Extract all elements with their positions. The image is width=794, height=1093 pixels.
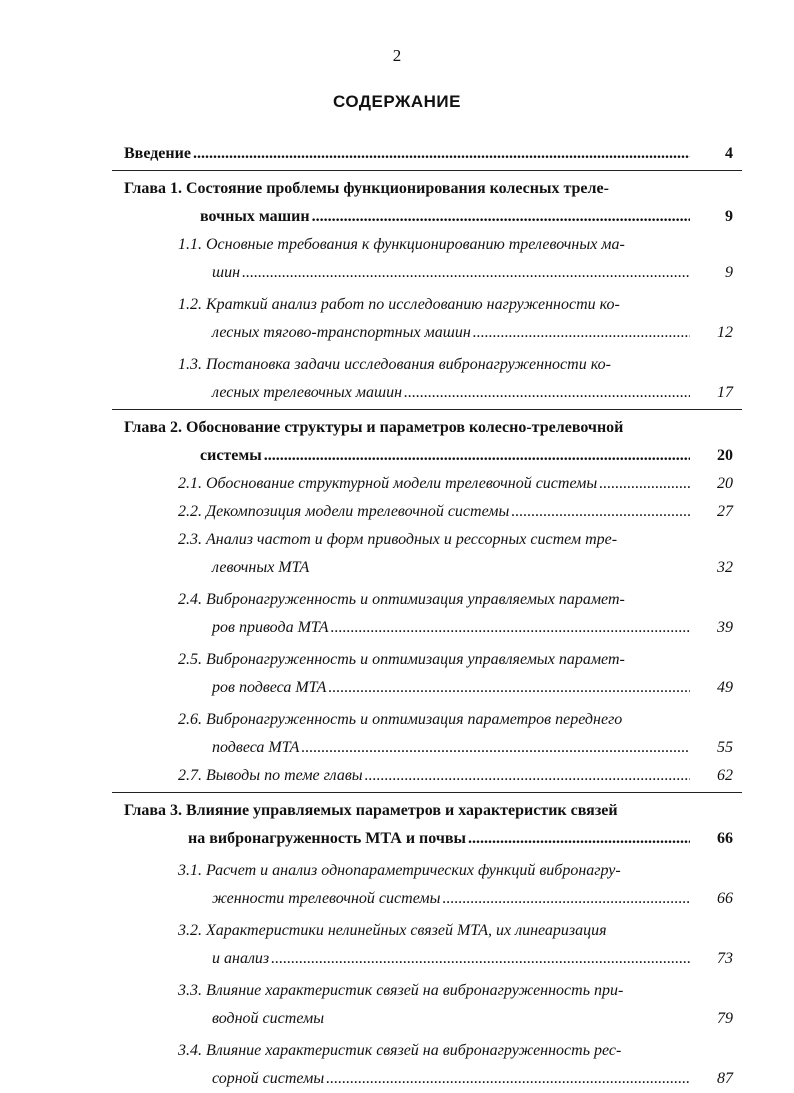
page-number: 2 <box>392 46 402 65</box>
toc-entry-3-3[interactable] <box>0 977 794 1033</box>
separator <box>112 170 742 171</box>
toc-entry-page: 32 <box>717 559 733 576</box>
toc-entry-2-5[interactable] <box>0 646 794 702</box>
toc-entry-2-3[interactable] <box>0 526 794 582</box>
toc-entry-title: 3.4. Влияние характеристик связей на вибронагруженность рес- <box>178 1042 622 1059</box>
toc-entry-title: 1.3. Постановка задачи исследования вибронагруженности ко- <box>178 356 611 373</box>
page-heading: СОДЕРЖАНИЕ <box>333 92 461 111</box>
toc-entry-1-3[interactable] <box>0 351 794 407</box>
dot-leader <box>473 319 690 347</box>
dot-leader <box>271 945 690 973</box>
toc-entry-page: 9 <box>725 208 733 225</box>
toc-entry-title: 1.2. Краткий анализ работ по исследованию нагруженности ко- <box>178 296 620 313</box>
toc-entry-page: 27 <box>717 503 733 520</box>
toc-entry-title-cont: и анализ <box>212 950 270 967</box>
toc-entry-2-4[interactable] <box>0 586 794 642</box>
dot-leader <box>511 498 690 526</box>
toc-entry-page: 55 <box>717 739 733 756</box>
toc-entry-title-cont: ров привода МТА <box>212 619 329 636</box>
separator <box>112 792 742 793</box>
toc-entry-title-cont: лесных тягово-транспортных машин <box>212 324 471 341</box>
toc-entry-page: 20 <box>717 447 733 464</box>
toc-entry-title-cont: вочных машин <box>200 208 310 225</box>
toc-entry-page: 39 <box>717 619 733 636</box>
toc-entry-title: 2.3. Анализ частот и форм приводных и рессорных систем тре- <box>178 531 618 548</box>
toc-entry-title-cont: лесных трелевочных машин <box>212 384 403 401</box>
dot-leader <box>193 140 690 168</box>
table-of-contents <box>0 140 794 1093</box>
toc-entry-title: 3.1. Расчет и анализ однопараметрических функций вибронагру- <box>178 862 621 879</box>
toc-entry-page: 66 <box>717 830 733 847</box>
toc-entry-title: 3.3. Влияние характеристик связей на вибронагруженность при- <box>178 982 624 999</box>
toc-entry-2-2[interactable] <box>0 498 794 526</box>
toc-entry-chapter-1[interactable] <box>0 175 794 231</box>
toc-entry-page: 87 <box>717 1070 733 1087</box>
toc-entry-intro[interactable] <box>0 140 794 168</box>
toc-entry-3-4[interactable] <box>0 1037 794 1093</box>
toc-entry-title: Глава 3. Влияние управляемых параметров и характеристик связей <box>124 802 618 819</box>
dot-leader <box>312 203 690 231</box>
toc-entry-1-1[interactable] <box>0 231 794 287</box>
toc-entry-2-7[interactable] <box>0 762 794 790</box>
toc-entry-1-2[interactable] <box>0 291 794 347</box>
toc-entry-title: 1.1. Основные требования к функционированию трелевочных ма- <box>178 236 625 253</box>
toc-entry-title-cont: на вибронагруженность МТА и почвы <box>188 830 466 847</box>
toc-entry-title-cont: женности трелевочной системы <box>212 890 441 907</box>
toc-entry-title: 3.2. Характеристики нелинейных связей МТА, их линеаризация <box>178 922 607 939</box>
toc-entry-2-6[interactable] <box>0 706 794 762</box>
toc-entry-title-cont: сорной системы <box>212 1070 325 1087</box>
toc-entry-3-2[interactable] <box>0 917 794 973</box>
dot-leader <box>264 442 690 470</box>
toc-entry-chapter-3[interactable] <box>0 797 794 853</box>
toc-entry-2-1[interactable] <box>0 470 794 498</box>
toc-entry-page: 20 <box>717 475 733 492</box>
toc-entry-title-cont: водной системы <box>212 1010 325 1027</box>
toc-entry-title-cont: подвеса МТА <box>212 739 300 756</box>
toc-entry-title: 2.4. Вибронагруженность и оптимизация управляемых парамет- <box>178 591 625 608</box>
toc-entry-3-1[interactable] <box>0 857 794 913</box>
toc-entry-page: 62 <box>717 767 733 784</box>
toc-entry-page: 12 <box>717 324 733 341</box>
toc-entry-title: Глава 2. Обоснование структуры и параметров колесно-трелевочной <box>124 419 624 436</box>
toc-entry-title: 2.7. Выводы по теме главы <box>178 767 363 784</box>
dot-leader <box>442 885 690 913</box>
dot-leader <box>404 379 690 407</box>
toc-entry-title-cont: шин <box>212 264 241 281</box>
toc-entry-page: 9 <box>725 264 733 281</box>
dot-leader <box>365 762 690 790</box>
dot-leader <box>331 614 690 642</box>
dot-leader <box>328 674 690 702</box>
toc-entry-page: 79 <box>717 1010 733 1027</box>
dot-leader <box>242 259 690 287</box>
toc-entry-page: 66 <box>717 890 733 907</box>
toc-entry-title: 2.6. Вибронагруженность и оптимизация параметров переднего <box>178 711 623 728</box>
toc-entry-title: Глава 1. Состояние проблемы функционирования колесных треле- <box>124 180 609 197</box>
toc-entry-page: 17 <box>717 384 733 401</box>
toc-entry-title-cont: ров подвеса МТА <box>212 679 327 696</box>
dot-leader <box>326 1065 690 1093</box>
separator <box>112 409 742 410</box>
toc-entry-page: 4 <box>725 145 733 162</box>
toc-entry-title: 2.1. Обоснование структурной модели трелевочной системы <box>178 475 598 492</box>
dot-leader <box>301 734 690 762</box>
toc-entry-page: 73 <box>717 950 733 967</box>
toc-entry-title: Введение <box>124 145 191 162</box>
toc-entry-title: 2.5. Вибронагруженность и оптимизация управляемых парамет- <box>178 651 625 668</box>
toc-entry-title-cont: левочных МТА <box>212 559 310 576</box>
toc-entry-page: 49 <box>717 679 733 696</box>
dot-leader <box>599 470 690 498</box>
toc-entry-title: 2.2. Декомпозиция модели трелевочной системы <box>178 503 510 520</box>
dot-leader <box>468 825 690 853</box>
toc-entry-chapter-2[interactable] <box>0 414 794 470</box>
toc-entry-title-cont: системы <box>200 447 262 464</box>
